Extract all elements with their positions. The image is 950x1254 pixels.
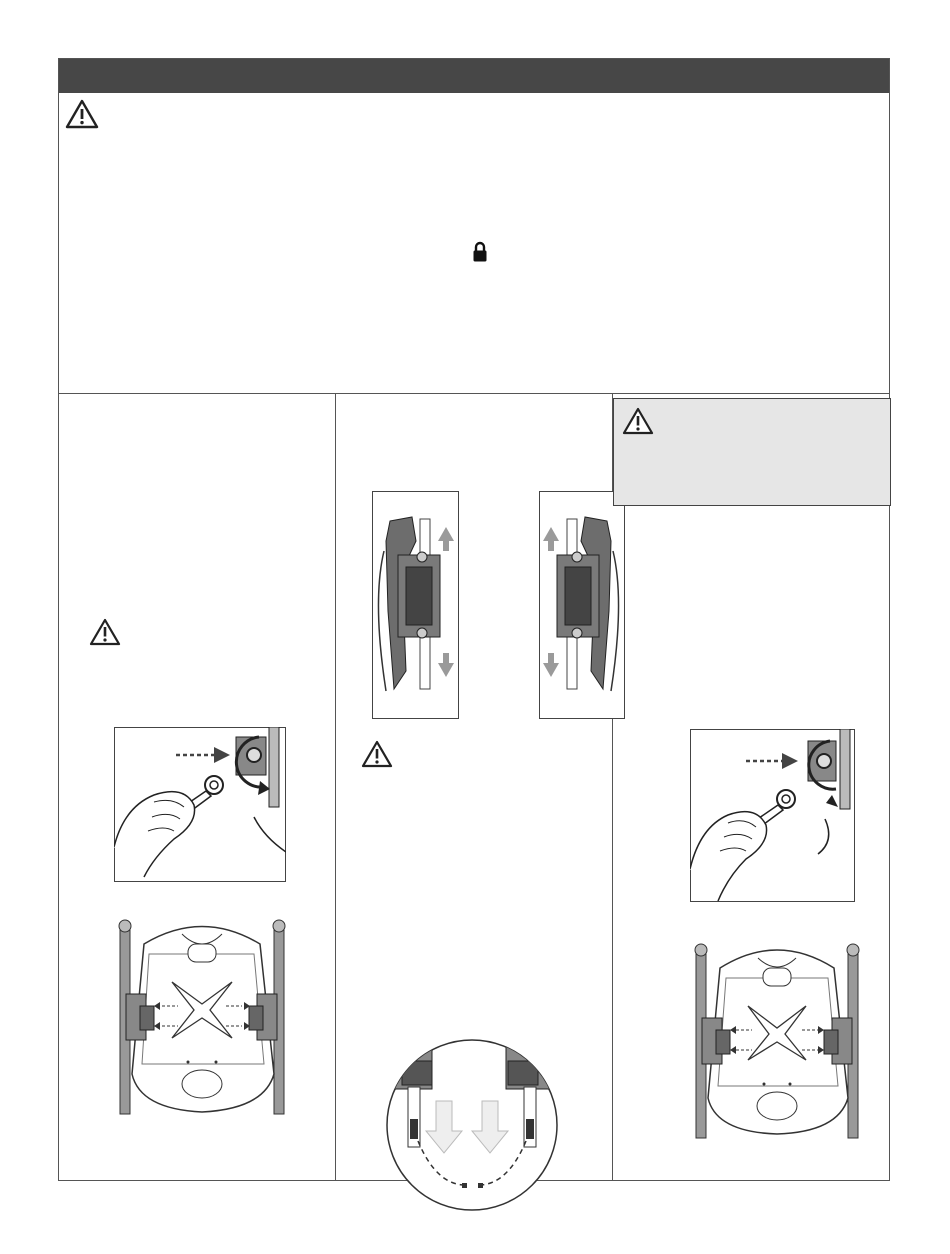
section-header-bar (59, 59, 889, 93)
seat-frame-illustration (114, 914, 289, 1119)
padlock-icon (472, 241, 488, 263)
warning-triangle-icon (65, 99, 99, 129)
instruction-page-frame (58, 58, 890, 1181)
bracket-left-illustration (372, 491, 459, 719)
seat-frame-illustration-right (690, 934, 865, 1139)
column-2 (336, 394, 613, 1181)
column-3-warning-box (613, 398, 891, 506)
warning-triangle-icon (361, 740, 393, 768)
wrench-tightening-illustration (114, 727, 286, 882)
pin-detail-illustration (386, 1039, 558, 1211)
wrench-tightening-illustration-right (690, 729, 855, 902)
warning-triangle-icon (622, 407, 654, 435)
column-1 (59, 394, 336, 1181)
column-3 (613, 394, 890, 1181)
warning-triangle-icon (89, 618, 121, 646)
intro-section (59, 93, 889, 394)
